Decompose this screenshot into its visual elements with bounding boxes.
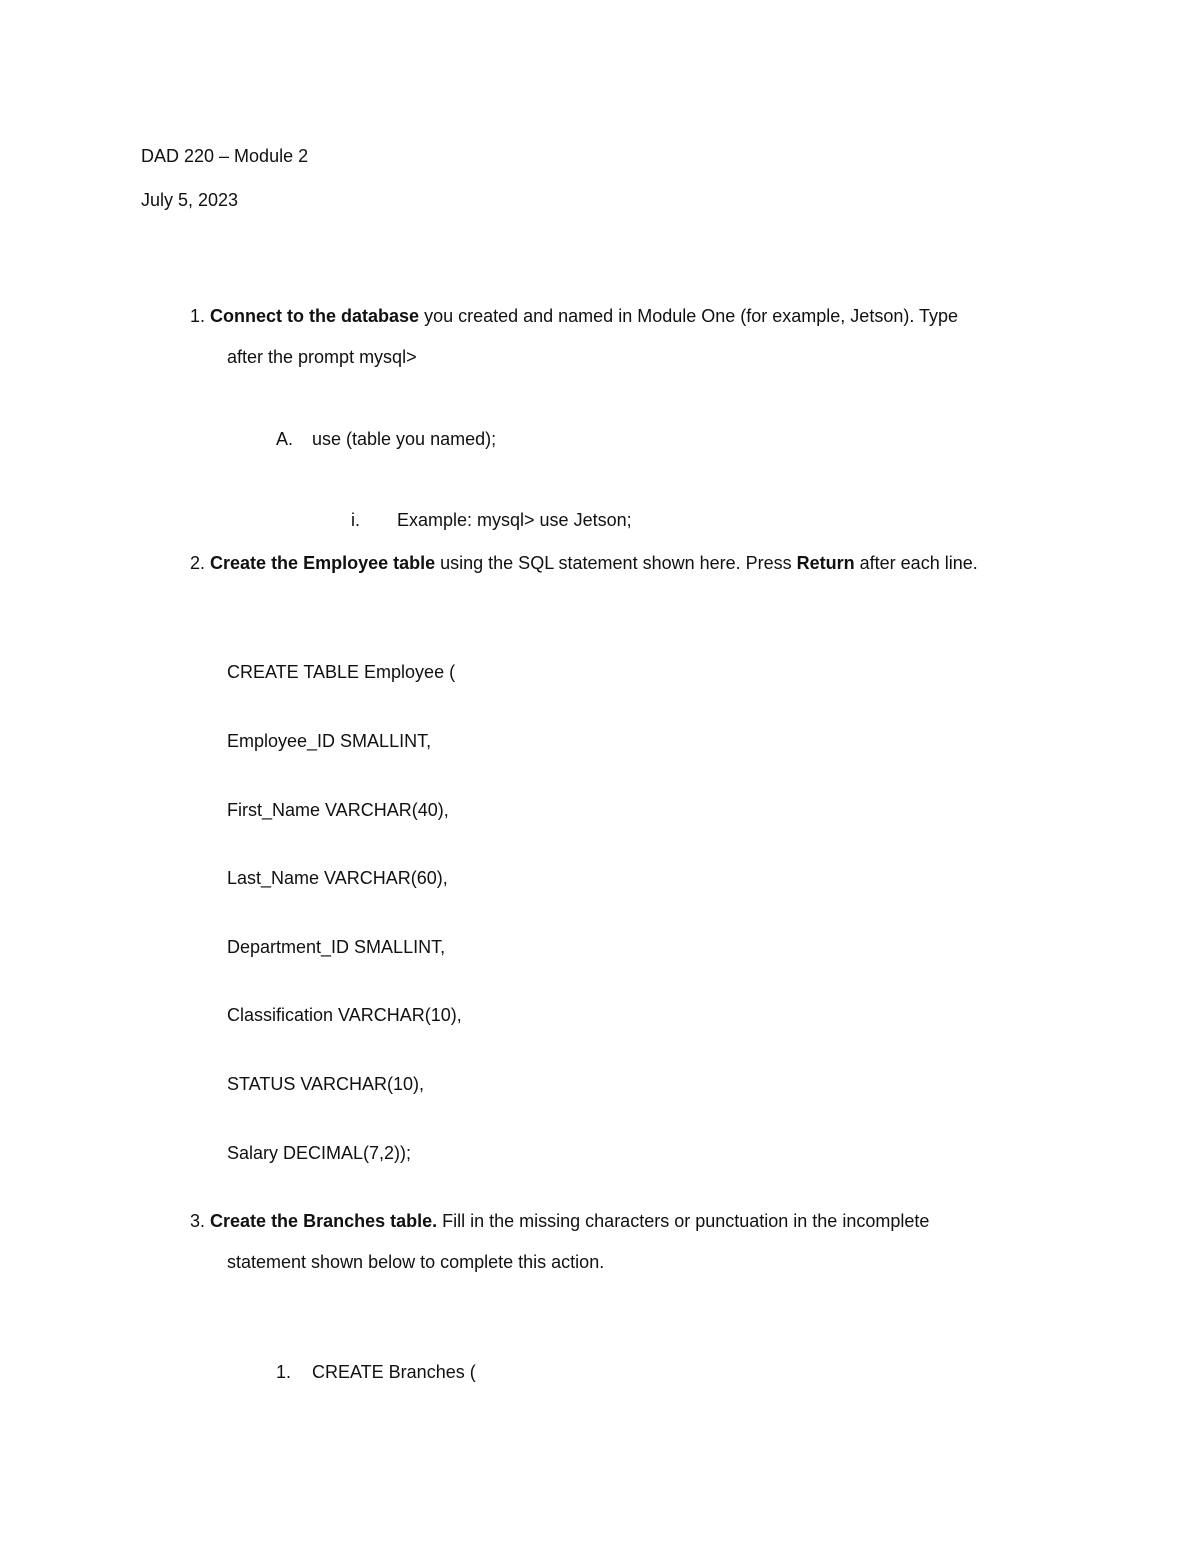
course-title: DAD 220 – Module 2 (141, 146, 309, 166)
step-3-text: Fill in the missing characters or punctuation in the incomplete (437, 1211, 930, 1231)
step-3-text-continued: statement shown below to complete this action. (227, 1252, 605, 1272)
step-2-heading: Create the Employee table (210, 553, 436, 573)
step-2-number: 2. (190, 553, 206, 573)
step-3-number: 3. (190, 1211, 206, 1231)
step-1-sub-i (351, 509, 632, 531)
step-2 (190, 552, 978, 574)
step-1-text-continued: after the prompt mysql> (227, 347, 417, 367)
step-2-text-end: after each line. (854, 553, 978, 573)
step-1-heading: Connect to the database (210, 306, 420, 326)
step-3-heading: Create the Branches table. (210, 1211, 438, 1231)
step-3-sub-1-text: CREATE Branches ( (312, 1362, 476, 1382)
step-2-return-key: Return (796, 553, 855, 573)
step-1-number: 1. (190, 306, 206, 326)
sql-line: CREATE TABLE Employee ( (227, 662, 456, 682)
sql-line: Last_Name VARCHAR(60), (227, 868, 448, 888)
sql-line: Employee_ID SMALLINT, (227, 731, 432, 751)
step-1-sub-a-text: use (table you named); (312, 429, 497, 449)
step-1-sub-a-marker: A. (276, 429, 294, 449)
step-1 (190, 305, 958, 327)
step-3-sub-1 (276, 1361, 476, 1383)
step-2-text: using the SQL statement shown here. Press (435, 553, 797, 573)
step-3 (190, 1210, 929, 1232)
step-1-text: you created and named in Module One (for example, Jetson). Type (419, 306, 959, 326)
step-1-sub-i-text: Example: mysql> use Jetson; (397, 510, 632, 530)
sql-line: Department_ID SMALLINT, (227, 937, 446, 957)
sql-line: Classification VARCHAR(10), (227, 1005, 462, 1025)
document-date: July 5, 2023 (141, 190, 239, 210)
sql-line: First_Name VARCHAR(40), (227, 800, 449, 820)
step-3-sub-1-marker: 1. (276, 1362, 292, 1382)
sql-line: STATUS VARCHAR(10), (227, 1074, 425, 1094)
sql-line: Salary DECIMAL(7,2)); (227, 1143, 412, 1163)
step-1-sub-a (276, 428, 496, 450)
step-1-sub-i-marker: i. (351, 510, 360, 530)
